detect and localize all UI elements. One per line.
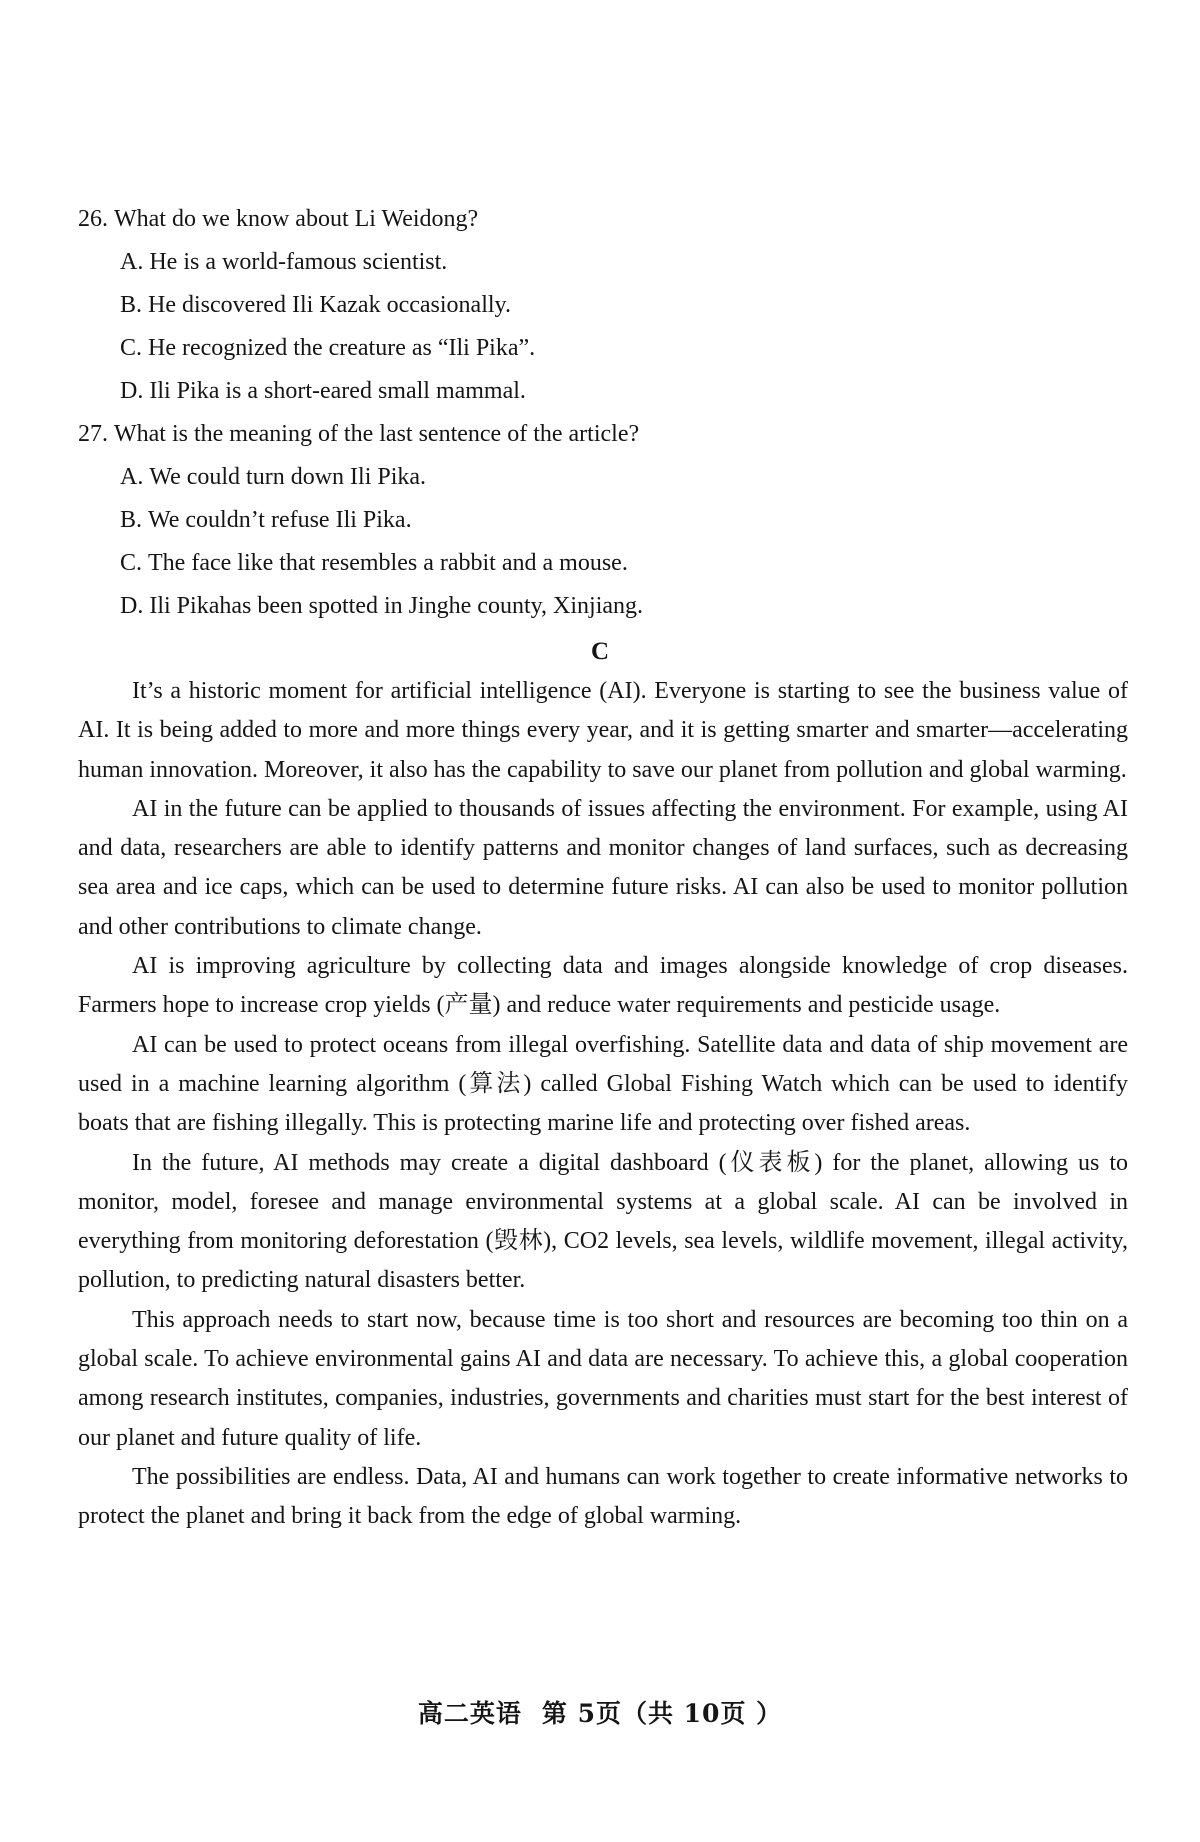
section-heading: C: [590, 638, 610, 665]
passage-paragraph: This approach needs to start now, because time is too short and resources are becoming too thin on a global scale. To achieve environmental gains AI and data are necessary. To achieve this, a global cooperation among research institutes, companies, industries, governments and charities must start for the best interest of our planet and future quality of life.: [78, 1306, 1128, 1451]
option-a: [78, 456, 1128, 499]
option-letter: A.: [120, 464, 144, 490]
footer-page-number: 第 5页（共 10页 ）: [541, 1699, 783, 1728]
question-text: What is the meaning of the last sentence of the article?: [114, 421, 640, 447]
passage-paragraph: In the future, AI methods may create a digital dashboard (仪表板) for the planet, allowing us to monitor, model, foresee and manage environmental systems at a global scale. AI can be involved in everything from monitoring deforestation (毁林), CO2 levels, sea levels, wildlife movement, illegal activity, pollution, to predicting natural disasters better.: [78, 1149, 1128, 1294]
reading-passage: [78, 672, 1128, 1537]
option-text: He is a world-famous scientist.: [149, 249, 448, 275]
option-letter: C.: [120, 335, 143, 361]
question-number: 27.: [78, 421, 108, 447]
passage-paragraph: AI can be used to protect oceans from illegal overfishing. Satellite data and data of ship movement are used in a machine learning algorithm (算法) called Global Fishing Watch which can be used to identify boats that are fishing illegally. This is protecting marine life and protecting over fished areas.: [78, 1031, 1128, 1137]
option-letter: A.: [120, 249, 144, 275]
option-letter: B.: [120, 292, 143, 318]
option-text: We could turn down Ili Pika.: [149, 464, 427, 490]
option-b: [78, 499, 1128, 542]
question-text: What do we know about Li Weidong?: [114, 206, 479, 232]
option-text: The face like that resembles a rabbit and a mouse.: [148, 550, 628, 576]
option-b: [78, 284, 1128, 327]
passage-paragraph: AI is improving agriculture by collecting data and images alongside knowledge of crop diseases. Farmers hope to increase crop yields (产量) and reduce water requirements and pesticide usage.: [78, 953, 1128, 1019]
option-d: [78, 370, 1128, 413]
option-text: Ili Pika is a short-eared small mammal.: [149, 378, 526, 404]
option-text: He discovered Ili Kazak occasionally.: [148, 292, 511, 318]
question-list: [78, 198, 1128, 628]
question-26: [78, 198, 1128, 413]
option-letter: B.: [120, 507, 143, 533]
option-c: [78, 327, 1128, 370]
option-text: Ili Pikahas been spotted in Jinghe county, Xinjiang.: [149, 593, 644, 619]
option-text: We couldn’t refuse Ili Pika.: [148, 507, 412, 533]
passage-paragraph: It’s a historic moment for artificial intelligence (AI). Everyone is starting to see the business value of AI. It is being added to more and more things every year, and it is getting smarter and smarter—accelerating human innovation. Moreover, it also has the capability to save our planet from pollution and global warming.: [78, 678, 1128, 783]
question-stem: [78, 413, 1128, 456]
question-stem: [78, 198, 1128, 241]
passage-paragraph: The possibilities are endless. Data, AI and humans can work together to create informative networks to protect the planet and bring it back from the edge of global warming.: [78, 1463, 1128, 1530]
option-letter: D.: [120, 593, 144, 619]
option-d: [78, 585, 1128, 628]
option-letter: D.: [120, 378, 144, 404]
option-text: He recognized the creature as “Ili Pika”.: [148, 335, 536, 361]
footer-subject: 高二英语: [417, 1699, 522, 1728]
option-letter: C.: [120, 550, 143, 576]
option-c: [78, 542, 1128, 585]
option-a: [78, 241, 1128, 284]
question-27: [78, 413, 1128, 628]
question-number: 26.: [78, 206, 108, 232]
passage-paragraph: AI in the future can be applied to thousands of issues affecting the environment. For example, using AI and data, researchers are able to identify patterns and monitor changes of land surfaces, such as decreasing sea area and ice caps, which can be used to determine future risks. AI can also be used to monitor pollution and other contributions to climate change.: [78, 795, 1128, 940]
page-footer: [0, 1694, 1200, 1730]
